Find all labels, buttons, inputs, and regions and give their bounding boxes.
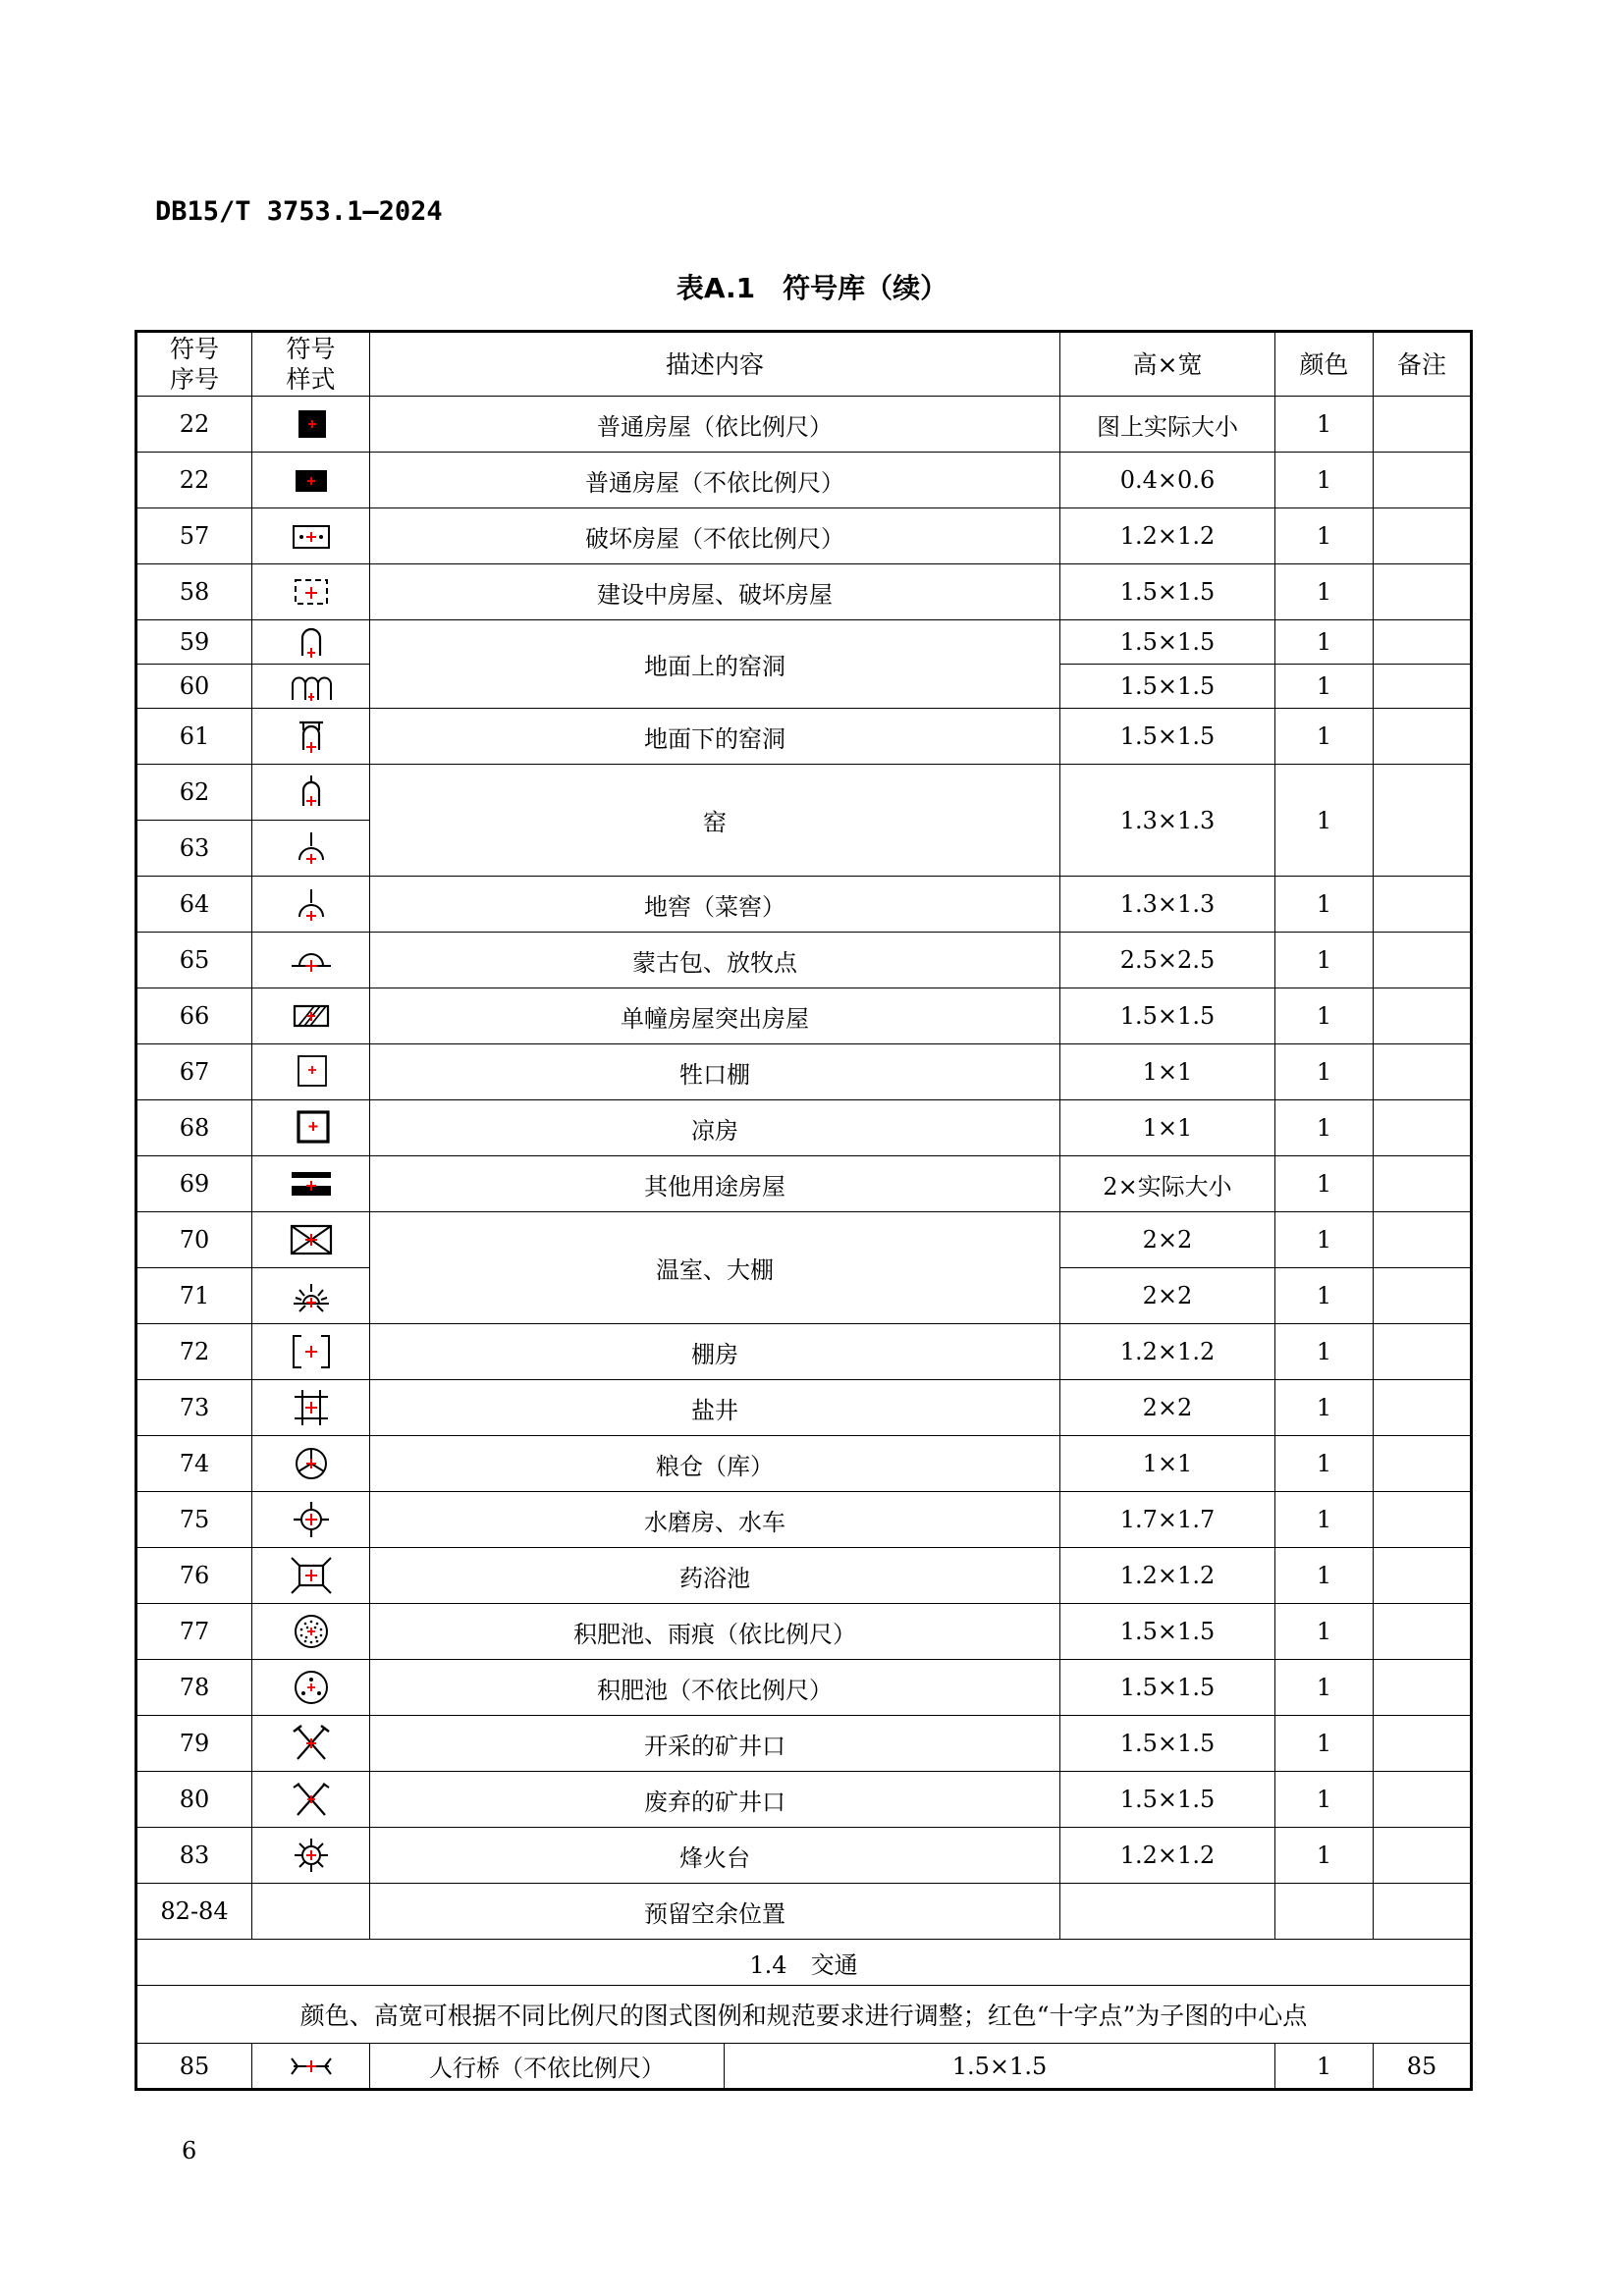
cell-icon: [252, 1660, 370, 1716]
cell-description: 蒙古包、放牧点: [370, 933, 1060, 988]
cell-icon: [252, 397, 370, 453]
cell-size: 1.3×1.3: [1060, 765, 1275, 877]
cell-remark: [1374, 1156, 1472, 1212]
cell-color: 1: [1275, 1548, 1374, 1604]
cell-description: 单幢房屋突出房屋: [370, 988, 1060, 1044]
table-row: [136, 1324, 1472, 1380]
table-row: [136, 933, 1472, 988]
cell-size: 1.5×1.5: [1060, 709, 1275, 765]
thin-square-icon: [290, 1052, 333, 1092]
cell-size: 2×2: [1060, 1212, 1275, 1268]
cell-icon: [252, 1100, 370, 1156]
cell-size: 1×1: [1060, 1044, 1275, 1100]
cell-color: 1: [1275, 765, 1374, 877]
cell-icon: [252, 453, 370, 508]
cell-icon: [252, 1772, 370, 1828]
cell-description: 预留空余位置: [370, 1884, 1060, 1940]
cell-color: 1: [1275, 1436, 1374, 1492]
table-row: [136, 1772, 1472, 1828]
cell-remark: [1374, 1604, 1472, 1660]
dotted-circle-icon: [290, 1612, 333, 1651]
cell-color: 1: [1275, 1772, 1374, 1828]
cell-size: 1×1: [1060, 1436, 1275, 1492]
cave-triple-arch-icon: [290, 667, 333, 706]
cell-no: 78: [136, 1660, 252, 1716]
hash-square-icon: [290, 1388, 333, 1427]
cell-no: 71: [136, 1268, 252, 1324]
striped-rect-icon: [290, 1164, 333, 1203]
table-row: [136, 877, 1472, 933]
cell-size: 图上实际大小: [1060, 397, 1275, 453]
cell-size: 1.5×1.5: [1060, 988, 1275, 1044]
cell-color: 1: [1275, 1156, 1374, 1212]
cell-description: 破坏房屋（不依比例尺）: [370, 508, 1060, 564]
cell-icon: [252, 1324, 370, 1380]
cell-remark: [1374, 1212, 1472, 1268]
table-row: [136, 1492, 1472, 1548]
cell-description: 地面下的窑洞: [370, 709, 1060, 765]
cell-color: 1: [1275, 1100, 1374, 1156]
table-row: [136, 1604, 1472, 1660]
cell-color: 1: [1275, 397, 1374, 453]
cell-icon: [252, 508, 370, 564]
cell-color: 1: [1275, 1828, 1374, 1884]
cell-desc-size-group: [370, 2044, 1275, 2090]
cell-color: 1: [1275, 564, 1374, 620]
cell-description: 烽火台: [370, 1828, 1060, 1884]
header-color: 颜色: [1275, 332, 1374, 397]
document-code: DB15/T 3753.1—2024: [155, 196, 443, 227]
table-row: [136, 453, 1472, 508]
cell-no: 82-84: [136, 1884, 252, 1940]
cell-remark: [1374, 1492, 1472, 1548]
cell-size: 2×实际大小: [1060, 1156, 1275, 1212]
cell-icon: [252, 821, 370, 877]
kiln-half-circle-icon: [290, 828, 333, 868]
cell-icon: [252, 1156, 370, 1212]
cell-description: 地窖（菜窖）: [370, 877, 1060, 933]
table-row: [136, 1100, 1472, 1156]
dashed-square-icon: [290, 572, 333, 612]
waterwheel-icon: [290, 1500, 333, 1539]
section-row: [136, 1940, 1472, 1986]
cell-icon: [252, 2044, 370, 2090]
cell-remark: [1374, 877, 1472, 933]
table-row: [136, 1156, 1472, 1212]
header-size: 高×宽: [1060, 332, 1275, 397]
table-title: 表A.1 符号库（续）: [676, 272, 948, 304]
cell-color: 1: [1275, 453, 1374, 508]
cell-description: 人行桥（不依比例尺）: [370, 2044, 725, 2088]
cell-no: 63: [136, 821, 252, 877]
cell-icon: [252, 564, 370, 620]
crossed-picks-icon: [290, 1724, 333, 1763]
yurt-icon: [290, 940, 333, 980]
cell-remark: [1374, 709, 1472, 765]
cell-icon: [252, 933, 370, 988]
table-row: [136, 988, 1472, 1044]
cell-icon: [252, 988, 370, 1044]
cell-icon: [252, 1212, 370, 1268]
cell-size: 1.5×1.5: [1060, 1772, 1275, 1828]
cell-description: 其他用途房屋: [370, 1156, 1060, 1212]
cell-size: 2×2: [1060, 1380, 1275, 1436]
cell-size: 1×1: [1060, 1100, 1275, 1156]
cell-description: 窑: [370, 765, 1060, 877]
cell-remark: [1374, 988, 1472, 1044]
cell-color: 1: [1275, 933, 1374, 988]
cell-remark: [1374, 933, 1472, 988]
cell-description: 地面上的窑洞: [370, 620, 1060, 709]
cell-color: 1: [1275, 988, 1374, 1044]
cell-size: 1.3×1.3: [1060, 877, 1275, 933]
header-description: 描述内容: [370, 332, 1060, 397]
cell-no: 70: [136, 1212, 252, 1268]
cell-no: 76: [136, 1548, 252, 1604]
cell-description: 粮仓（库）: [370, 1436, 1060, 1492]
cell-no: 67: [136, 1044, 252, 1100]
cell-size: 2×2: [1060, 1268, 1275, 1324]
cell-color: 1: [1275, 1268, 1374, 1324]
cell-description: 水磨房、水车: [370, 1492, 1060, 1548]
cell-color: 1: [1275, 877, 1374, 933]
cell-color: 1: [1275, 1212, 1374, 1268]
crossed-picks-abandoned-icon: [290, 1780, 333, 1819]
table-row: [136, 1044, 1472, 1100]
cell-icon: [252, 1716, 370, 1772]
cell-remark: [1374, 453, 1472, 508]
solid-square-icon: [290, 404, 333, 444]
cell-color: 1: [1275, 508, 1374, 564]
table-row: [136, 709, 1472, 765]
cell-description: 普通房屋（不依比例尺）: [370, 453, 1060, 508]
cell-size: 1.5×1.5: [1060, 1604, 1275, 1660]
cell-icon: [252, 1884, 370, 1940]
cell-remark: [1374, 765, 1472, 877]
cell-remark: [1374, 1436, 1472, 1492]
table-header-row: [136, 332, 1472, 397]
cell-remark: [1374, 1716, 1472, 1772]
table-row: [136, 564, 1472, 620]
cell-icon: [252, 765, 370, 821]
cell-no: 77: [136, 1604, 252, 1660]
beacon-icon: [290, 1836, 333, 1875]
cell-no: 65: [136, 933, 252, 988]
damaged-house-icon: [290, 516, 333, 556]
cell-color: 1: [1275, 620, 1374, 665]
cell-icon: [252, 1044, 370, 1100]
header-symbol-style: 符号 样式: [252, 332, 370, 397]
cell-remark: [1374, 1660, 1472, 1716]
header-remark: 备注: [1374, 332, 1472, 397]
cell-size: 1.2×1.2: [1060, 1324, 1275, 1380]
table-row: [136, 1548, 1472, 1604]
table-row: [136, 1716, 1472, 1772]
solid-rect-icon: [290, 460, 333, 500]
cell-no: 22: [136, 397, 252, 453]
cell-icon: [252, 709, 370, 765]
table-row: [136, 1660, 1472, 1716]
table-row: [136, 2044, 1472, 2090]
cell-color: 1: [1275, 665, 1374, 709]
hatched-rect-icon: [290, 996, 333, 1036]
cell-color: 1: [1275, 709, 1374, 765]
cell-color: 1: [1275, 1716, 1374, 1772]
cell-description: 温室、大棚: [370, 1212, 1060, 1324]
cell-size: 2.5×2.5: [1060, 933, 1275, 988]
bracket-square-icon: [290, 1332, 333, 1371]
cell-color: 1: [1275, 2044, 1374, 2090]
cell-no: 85: [136, 2044, 252, 2090]
cell-description: 废弃的矿井口: [370, 1772, 1060, 1828]
cell-no: 69: [136, 1156, 252, 1212]
cell-remark: 85: [1406, 2052, 1437, 2080]
section-title: 1.4 交通: [136, 1940, 1472, 1986]
cell-icon: [252, 1380, 370, 1436]
cell-description: 建设中房屋、破坏房屋: [370, 564, 1060, 620]
cell-icon: [252, 1828, 370, 1884]
cell-icon: [252, 1548, 370, 1604]
cell-icon: [252, 877, 370, 933]
underground-cave-icon: [290, 717, 333, 756]
cave-arch-icon: [290, 622, 333, 662]
cell-no: 83: [136, 1828, 252, 1884]
table-row: [136, 508, 1472, 564]
cell-color: 1: [1275, 1380, 1374, 1436]
cell-color: [1275, 1884, 1374, 1940]
header-symbol-no: 符号 序号: [136, 332, 252, 397]
cell-remark: [1374, 564, 1472, 620]
table-row: [136, 1828, 1472, 1884]
cell-no: 68: [136, 1100, 252, 1156]
cell-description: 开采的矿井口: [370, 1716, 1060, 1772]
cell-no: 61: [136, 709, 252, 765]
cell-no: 58: [136, 564, 252, 620]
cellar-icon: [290, 884, 333, 924]
cell-size: 0.4×0.6: [1060, 453, 1275, 508]
cell-icon: [252, 1604, 370, 1660]
table-row: [136, 1884, 1472, 1940]
note-row: [136, 1986, 1472, 2044]
cell-size: 1.2×1.2: [1060, 1548, 1275, 1604]
granary-icon: [290, 1444, 333, 1483]
cell-no: 74: [136, 1436, 252, 1492]
symbol-table: [135, 330, 1473, 2091]
cell-no: 64: [136, 877, 252, 933]
cell-size: 1.5×1.5: [1060, 665, 1275, 709]
cell-no: 59: [136, 620, 252, 665]
cell-no: 80: [136, 1772, 252, 1828]
table-row: [136, 397, 1472, 453]
cell-color: 1: [1275, 1492, 1374, 1548]
cell-remark: [1374, 397, 1472, 453]
cell-remark: [1374, 1828, 1472, 1884]
cell-remark: [1374, 1380, 1472, 1436]
cell-size: 1.5×1.5: [1060, 1660, 1275, 1716]
cell-size: [1060, 1884, 1275, 1940]
cell-no: 66: [136, 988, 252, 1044]
footbridge-icon: [290, 2047, 333, 2086]
envelope-icon: [290, 1220, 333, 1259]
page-number: 6: [182, 2137, 197, 2164]
cell-color: 1: [1275, 1324, 1374, 1380]
cell-size: 1.5×1.5: [1060, 564, 1275, 620]
cell-remark: [1374, 1324, 1472, 1380]
cell-description: 盐井: [370, 1380, 1060, 1436]
cell-remark: [1374, 1268, 1472, 1324]
cell-description: 积肥池（不依比例尺）: [370, 1660, 1060, 1716]
cell-no: 75: [136, 1492, 252, 1548]
cell-no: 79: [136, 1716, 252, 1772]
cell-color: 1: [1275, 1604, 1374, 1660]
cell-remark: [1374, 1772, 1472, 1828]
cell-description: 药浴池: [370, 1548, 1060, 1604]
cell-description: 牲口棚: [370, 1044, 1060, 1100]
cell-remark: [1374, 1884, 1472, 1940]
cell-no: 22: [136, 453, 252, 508]
cell-icon: [252, 665, 370, 709]
cell-size: 1.5×1.5: [1060, 1716, 1275, 1772]
cell-size: 1.7×1.7: [1060, 1492, 1275, 1548]
cell-description: 积肥池、雨痕（依比例尺）: [370, 1604, 1060, 1660]
cell-no: 57: [136, 508, 252, 564]
cell-description: 凉房: [370, 1100, 1060, 1156]
cell-icon: [252, 1268, 370, 1324]
cell-icon: [252, 1436, 370, 1492]
cell-color: 1: [1275, 1044, 1374, 1100]
section-note: 颜色、高宽可根据不同比例尺的图式图例和规范要求进行调整；红色“十字点”为子图的中心点: [136, 1986, 1472, 2044]
cell-remark: [1374, 508, 1472, 564]
cell-icon: [252, 620, 370, 665]
bath-pool-icon: [290, 1556, 333, 1595]
cell-description: 普通房屋（依比例尺）: [370, 397, 1060, 453]
cell-no: 73: [136, 1380, 252, 1436]
cell-remark-group: [1374, 2044, 1472, 2090]
cell-remark: [1374, 665, 1472, 709]
cell-size: 1.5×1.5: [951, 2052, 1048, 2080]
table-row: [136, 1212, 1472, 1268]
sunrise-icon: [290, 1276, 333, 1315]
cell-size: 1.2×1.2: [1060, 1828, 1275, 1884]
table-row: [136, 1380, 1472, 1436]
table-row: [136, 765, 1472, 821]
kiln-pointed-arch-icon: [290, 773, 333, 812]
cell-no: 72: [136, 1324, 252, 1380]
table-row: [136, 620, 1472, 665]
thick-square-icon: [290, 1108, 333, 1148]
cell-description: 棚房: [370, 1324, 1060, 1380]
cell-size: 1.5×1.5: [1060, 620, 1275, 665]
cell-size: 1.2×1.2: [1060, 508, 1275, 564]
table-row: [136, 1436, 1472, 1492]
cell-remark: [1374, 1100, 1472, 1156]
cell-no: 62: [136, 765, 252, 821]
cell-no: 60: [136, 665, 252, 709]
cell-icon: [252, 1492, 370, 1548]
cell-remark: [1374, 1548, 1472, 1604]
cell-remark: [1374, 1044, 1472, 1100]
cell-color: 1: [1275, 1660, 1374, 1716]
three-dot-circle-icon: [290, 1668, 333, 1707]
cell-remark: [1374, 620, 1472, 665]
